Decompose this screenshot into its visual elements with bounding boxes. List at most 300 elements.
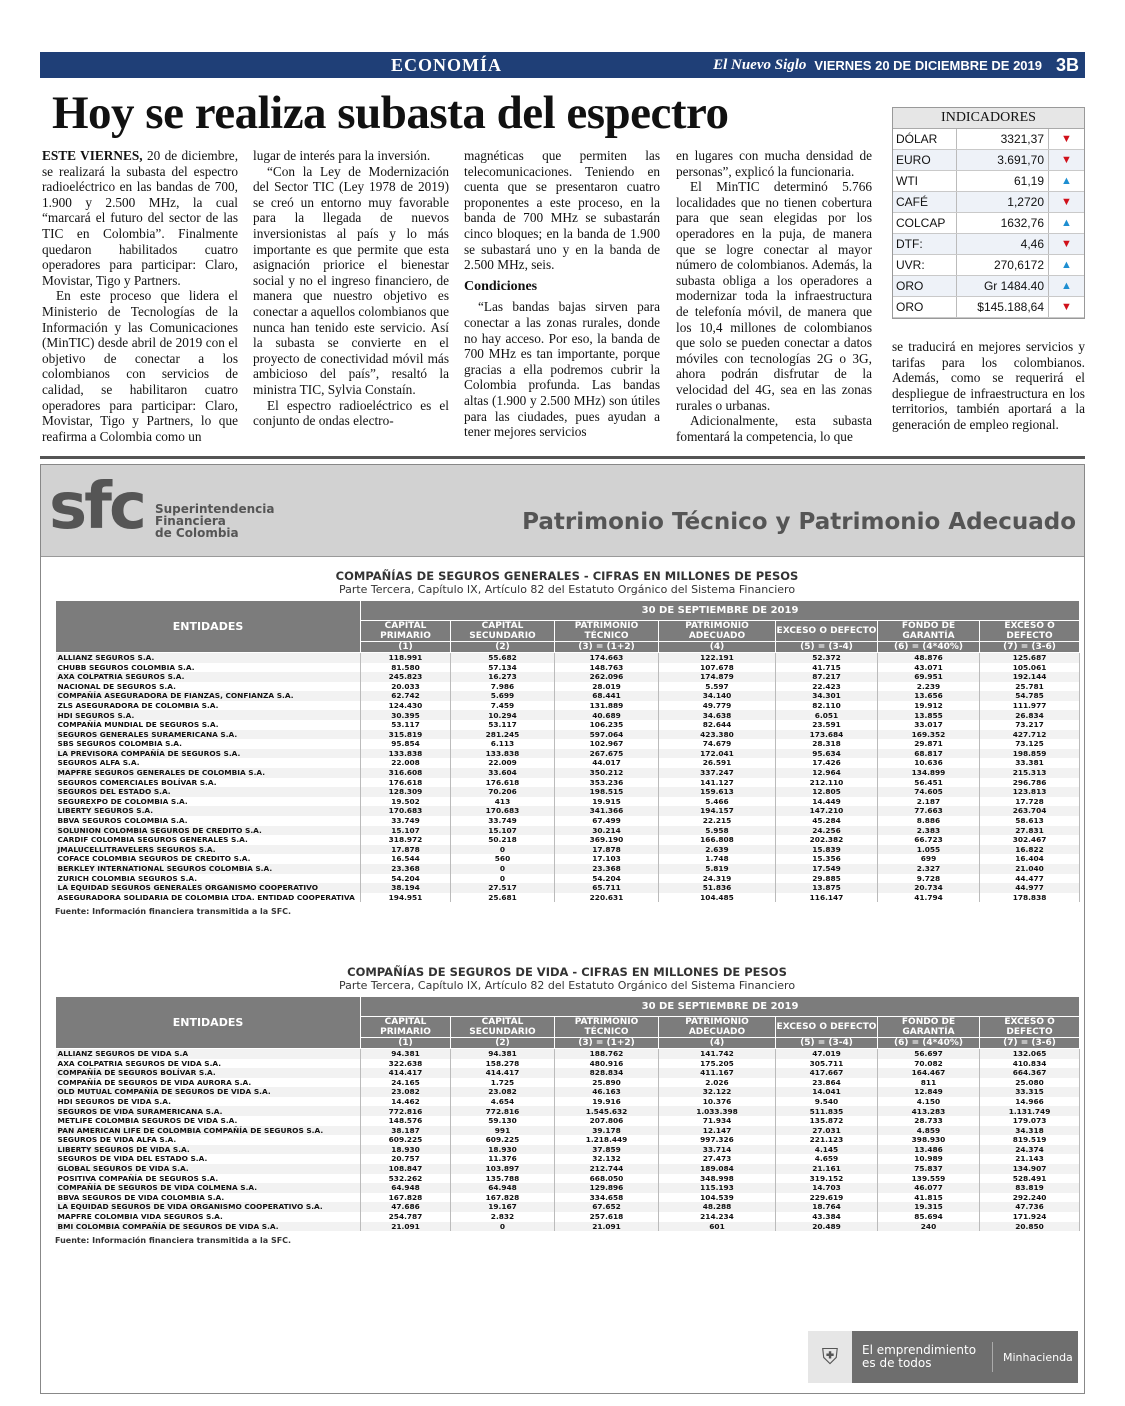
indicator-row <box>893 129 1084 150</box>
cell-value: 1.131.749 <box>980 1106 1080 1116</box>
arrow-down-icon: ▼ <box>1061 133 1072 145</box>
column-formula: (2) <box>451 1038 555 1049</box>
cell-value: 427.712 <box>980 730 1080 740</box>
cell-value: 9.540 <box>776 1097 878 1107</box>
page-number: 3B <box>1055 54 1079 75</box>
cell-value: 263.704 <box>980 806 1080 816</box>
cell-value: 12.805 <box>776 787 878 797</box>
entity-name: COMPAÑÍA DE SEGUROS BOLÍVAR S.A. <box>56 1068 361 1078</box>
cell-value: 53.117 <box>361 720 451 730</box>
cell-value: 423.380 <box>659 730 776 740</box>
cell-value: 819.519 <box>980 1135 1080 1145</box>
cell-value: 13.656 <box>878 691 980 701</box>
cell-value: 179.073 <box>980 1116 1080 1126</box>
cell-value: 5.597 <box>659 682 776 692</box>
sfc-logo: sfc <box>49 470 144 544</box>
table-row <box>56 864 1080 874</box>
cell-value: 67.499 <box>555 816 659 826</box>
table-row <box>56 1154 1080 1164</box>
arrow-down-icon: ▼ <box>1061 196 1072 208</box>
cell-value: 167.828 <box>361 1193 451 1203</box>
cell-value: 414.417 <box>361 1068 451 1078</box>
cell-value: 33.315 <box>980 1087 1080 1097</box>
cell-value: 4.659 <box>776 1154 878 1164</box>
cell-value: 296.786 <box>980 778 1080 788</box>
cell-value: 13.486 <box>878 1145 980 1155</box>
entity-name: MAPFRE SEGUROS GENERALES DE COLOMBIA S.A. <box>56 768 361 778</box>
entity-name: LA PREVISORA COMPAÑÍA DE SEGUROS S.A. <box>56 749 361 759</box>
table-row <box>56 739 1080 749</box>
cell-value: 106.235 <box>555 720 659 730</box>
table-row <box>56 797 1080 807</box>
cell-value: 24.319 <box>659 874 776 884</box>
cell-value: 334.658 <box>555 1193 659 1203</box>
cell-value: 369.190 <box>555 835 659 845</box>
cell-value: 21.143 <box>980 1154 1080 1164</box>
cell-value: 2.639 <box>659 845 776 855</box>
cell-value: 281.245 <box>451 730 555 740</box>
paragraph: El espectro radioeléctrico es el conjunto de ondas electro- <box>253 397 449 429</box>
cell-value: 212.110 <box>776 778 878 788</box>
cell-value: 353.236 <box>555 778 659 788</box>
cell-value: 24.256 <box>776 826 878 836</box>
table-row <box>56 893 1080 903</box>
cell-value: 20.850 <box>980 1222 1080 1232</box>
cell-value: 302.467 <box>980 835 1080 845</box>
cell-value: 141.742 <box>659 1049 776 1059</box>
arrow-down-icon: ▼ <box>1061 301 1072 313</box>
column-header: CAPITAL PRIMARIO <box>361 1017 451 1038</box>
table-row <box>56 1049 1080 1059</box>
table-row <box>56 883 1080 893</box>
cell-value: 20.489 <box>776 1222 878 1232</box>
cell-value: 221.123 <box>776 1135 878 1145</box>
cell-value: 19.315 <box>878 1202 980 1212</box>
table-row <box>56 1145 1080 1155</box>
indicator-value: 3.691,70 <box>957 150 1049 170</box>
indicator-row <box>893 255 1084 276</box>
table-row <box>56 1097 1080 1107</box>
column-header: CAPITAL SECUNDARIO <box>451 621 555 642</box>
entity-name: COMPAÑÍA MUNDIAL DE SEGUROS S.A. <box>56 720 361 730</box>
cell-value: 15.839 <box>776 845 878 855</box>
cell-value: 0 <box>451 845 555 855</box>
cell-value: 411.167 <box>659 1068 776 1078</box>
cell-value: 87.217 <box>776 672 878 682</box>
entity-name: AXA COLPATRIA SEGUROS S.A. <box>56 672 361 682</box>
indicator-value: 1,2720 <box>957 192 1049 212</box>
cell-value: 413 <box>451 797 555 807</box>
column-formula: (5) = (3-4) <box>776 642 878 653</box>
entity-name: BERKLEY INTERNATIONAL SEGUROS COLOMBIA S.A. <box>56 864 361 874</box>
table-date: 30 DE SEPTIEMBRE DE 2019 <box>361 601 1080 621</box>
indicator-value: 1632,76 <box>957 213 1049 233</box>
cell-value: 24.374 <box>980 1145 1080 1155</box>
entity-name: LIBERTY SEGUROS S.A. <box>56 806 361 816</box>
indicator-name: UVR: <box>893 255 957 275</box>
cell-value: 29.885 <box>776 874 878 884</box>
column-header-entidades: ENTIDADES <box>56 601 361 653</box>
cell-value: 2.327 <box>878 864 980 874</box>
org-name-line: de Colombia <box>155 526 239 540</box>
table-block-vida <box>55 965 1079 1245</box>
cell-value: 341.366 <box>555 806 659 816</box>
entity-name: SEGUROS DE VIDA ALFA S.A. <box>56 1135 361 1145</box>
cell-value: 40.689 <box>555 710 659 720</box>
cell-value: 22.423 <box>776 682 878 692</box>
cell-value: 94.381 <box>451 1049 555 1059</box>
cell-value: 17.426 <box>776 758 878 768</box>
cell-value: 664.367 <box>980 1068 1080 1078</box>
cell-value: 27.473 <box>659 1154 776 1164</box>
entity-name: ALLIANZ SEGUROS S.A. <box>56 653 361 663</box>
table-row <box>56 787 1080 797</box>
indicator-value: $145.188,64 <box>957 297 1049 317</box>
column-header: CAPITAL SECUNDARIO <box>451 1017 555 1038</box>
cell-value: 5.466 <box>659 797 776 807</box>
cell-value: 21.091 <box>361 1222 451 1232</box>
indicators-box <box>892 107 1085 319</box>
table-row <box>56 710 1080 720</box>
table-row <box>56 1106 1080 1116</box>
cell-value: 220.631 <box>555 893 659 903</box>
table-row <box>56 806 1080 816</box>
cell-value: 21.161 <box>776 1164 878 1174</box>
cell-value: 532.262 <box>361 1174 451 1184</box>
article-column-2 <box>253 148 449 429</box>
indicator-value: Gr 1484.40 <box>957 276 1049 296</box>
cell-value: 104.485 <box>659 893 776 903</box>
cell-value: 215.313 <box>980 768 1080 778</box>
entity-name: NACIONAL DE SEGUROS S.A. <box>56 682 361 692</box>
section-header-bar <box>40 52 1085 78</box>
cell-value: 148.763 <box>555 663 659 673</box>
cell-value: 133.838 <box>361 749 451 759</box>
cell-value: 169.352 <box>878 730 980 740</box>
newspaper-page <box>40 52 1085 1370</box>
cell-value: 16.544 <box>361 854 451 864</box>
indicator-name: COLCAP <box>893 213 957 233</box>
cell-value: 135.872 <box>776 1116 878 1126</box>
arrow-up-icon: ▲ <box>1061 280 1072 292</box>
cell-value: 48.876 <box>878 653 980 663</box>
entity-name: JMALUCELLITRAVELERS SEGUROS S.A. <box>56 845 361 855</box>
cell-value: 33.749 <box>361 816 451 826</box>
cell-value: 23.082 <box>451 1087 555 1097</box>
table-row <box>56 730 1080 740</box>
indicator-row <box>893 234 1084 255</box>
cell-value: 141.127 <box>659 778 776 788</box>
cell-value: 25.080 <box>980 1078 1080 1088</box>
cell-value: 38.187 <box>361 1126 451 1136</box>
indicator-row <box>893 150 1084 171</box>
cell-value: 148.576 <box>361 1116 451 1126</box>
table-row <box>56 854 1080 864</box>
cell-value: 601 <box>659 1222 776 1232</box>
ad-title: Patrimonio Técnico y Patrimonio Adecuado <box>522 509 1076 535</box>
cell-value: 118.991 <box>361 653 451 663</box>
arrow-down-icon: ▼ <box>1061 154 1072 166</box>
cell-value: 176.618 <box>361 778 451 788</box>
cell-value: 172.041 <box>659 749 776 759</box>
cell-value: 134.899 <box>878 768 980 778</box>
cell-value: 13.875 <box>776 883 878 893</box>
indicator-name: WTI <box>893 171 957 191</box>
cell-value: 176.618 <box>451 778 555 788</box>
cell-value: 262.096 <box>555 672 659 682</box>
cell-value: 29.871 <box>878 739 980 749</box>
paragraph <box>42 148 238 288</box>
cell-value: 52.372 <box>776 653 878 663</box>
column-header: PATRIMONIO TÉCNICO <box>555 621 659 642</box>
table-row <box>56 691 1080 701</box>
cell-value: 21.040 <box>980 864 1080 874</box>
cell-value: 245.823 <box>361 672 451 682</box>
cell-value: 122.191 <box>659 653 776 663</box>
entity-name: ALLIANZ SEGUROS DE VIDA S.A <box>56 1049 361 1059</box>
cell-value: 1.545.632 <box>555 1106 659 1116</box>
data-table <box>55 600 1080 902</box>
cell-value: 64.948 <box>361 1183 451 1193</box>
cell-value: 528.491 <box>980 1174 1080 1184</box>
issue-date: VIERNES 20 DE DICIEMBRE DE 2019 <box>814 57 1042 73</box>
cell-value: 131.889 <box>555 701 659 711</box>
table-row <box>56 1126 1080 1136</box>
cell-value: 5.699 <box>451 691 555 701</box>
column-formula: (1) <box>361 642 451 653</box>
cell-value: 20.033 <box>361 682 451 692</box>
cell-value: 174.879 <box>659 672 776 682</box>
indicators-title: INDICADORES <box>893 108 1084 129</box>
cell-value: 24.165 <box>361 1078 451 1088</box>
entity-name: GLOBAL SEGUROS DE VIDA S.A. <box>56 1164 361 1174</box>
cell-value: 0 <box>451 874 555 884</box>
cell-value: 480.916 <box>555 1059 659 1069</box>
table-row <box>56 653 1080 663</box>
cell-value: 811 <box>878 1078 980 1088</box>
cell-value: 12.147 <box>659 1126 776 1136</box>
entity-name: COFACE COLOMBIA SEGUROS DE CREDITO S.A. <box>56 854 361 864</box>
cell-value: 699 <box>878 854 980 864</box>
cell-value: 46.163 <box>555 1087 659 1097</box>
cell-value: 57.134 <box>451 663 555 673</box>
cell-value: 22.215 <box>659 816 776 826</box>
cell-value: 124.430 <box>361 701 451 711</box>
cell-value: 102.967 <box>555 739 659 749</box>
cell-value: 85.694 <box>878 1212 980 1222</box>
cell-value: 34.638 <box>659 710 776 720</box>
cell-value: 50.218 <box>451 835 555 845</box>
cell-value: 198.859 <box>980 749 1080 759</box>
cell-value: 16.404 <box>980 854 1080 864</box>
cell-value: 14.703 <box>776 1183 878 1193</box>
cell-value: 27.031 <box>776 1126 878 1136</box>
cell-value: 26.591 <box>659 758 776 768</box>
cell-value: 1.725 <box>451 1078 555 1088</box>
entity-name: ASEGURADORA SOLIDARIA DE COLOMBIA LTDA. ENTIDAD COOPERATIVA <box>56 893 361 903</box>
entity-name: HDI SEGUROS DE VIDA S.A. <box>56 1097 361 1107</box>
cell-value: 166.808 <box>659 835 776 845</box>
cell-value: 28.733 <box>878 1116 980 1126</box>
subheading: Condiciones <box>464 278 538 294</box>
cell-value: 115.193 <box>659 1183 776 1193</box>
cell-value: 68.441 <box>555 691 659 701</box>
cell-value: 26.834 <box>980 710 1080 720</box>
cell-value: 25.781 <box>980 682 1080 692</box>
cell-value: 105.061 <box>980 663 1080 673</box>
government-banner <box>808 1331 1078 1383</box>
cell-value: 23.368 <box>361 864 451 874</box>
cell-value: 55.682 <box>451 653 555 663</box>
cell-value: 54.204 <box>555 874 659 884</box>
indicator-row <box>893 171 1084 192</box>
arrow-up-icon: ▲ <box>1061 259 1072 271</box>
cell-value: 18.764 <box>776 1202 878 1212</box>
cell-value: 4.859 <box>878 1126 980 1136</box>
cell-value: 82.110 <box>776 701 878 711</box>
cell-value: 83.819 <box>980 1183 1080 1193</box>
cell-value: 772.816 <box>451 1106 555 1116</box>
cell-value: 82.644 <box>659 720 776 730</box>
cell-value: 41.715 <box>776 663 878 673</box>
cell-value: 10.376 <box>659 1097 776 1107</box>
org-name-line: Financiera <box>155 514 226 528</box>
cell-value: 16.822 <box>980 845 1080 855</box>
entity-name: BMI COLOMBIA COMPAÑÍA DE SEGUROS DE VIDA S.A. <box>56 1222 361 1232</box>
cell-value: 111.977 <box>980 701 1080 711</box>
entity-name: BBVA SEGUROS COLOMBIA S.A. <box>56 816 361 826</box>
cell-value: 410.834 <box>980 1059 1080 1069</box>
arrow-up-icon: ▲ <box>1061 217 1072 229</box>
entity-name: SEGUROS GENERALES SURAMERICANA S.A. <box>56 730 361 740</box>
cell-value: 8.886 <box>878 816 980 826</box>
cell-value: 254.787 <box>361 1212 451 1222</box>
cell-value: 104.539 <box>659 1193 776 1203</box>
cell-value: 14.449 <box>776 797 878 807</box>
column-formula: (4) <box>659 1038 776 1049</box>
column-formula: (6) = (4*40%) <box>878 642 980 653</box>
cell-value: 13.855 <box>878 710 980 720</box>
column-header: FONDO DE GARANTÍA <box>878 621 980 642</box>
table-row <box>56 1087 1080 1097</box>
cell-value: 0 <box>451 1222 555 1232</box>
ministry-name: Minhacienda <box>992 1342 1073 1372</box>
cell-value: 69.951 <box>878 672 980 682</box>
entity-name: BBVA SEGUROS DE VIDA COLOMBIA S.A. <box>56 1193 361 1203</box>
cell-value: 56.697 <box>878 1049 980 1059</box>
cell-value: 70.206 <box>451 787 555 797</box>
cell-value: 350.212 <box>555 768 659 778</box>
cell-value: 33.381 <box>980 758 1080 768</box>
cell-value: 9.728 <box>878 874 980 884</box>
cell-value: 46.077 <box>878 1183 980 1193</box>
cell-value: 125.687 <box>980 653 1080 663</box>
cell-value: 164.467 <box>878 1068 980 1078</box>
table-row <box>56 1164 1080 1174</box>
cell-value: 398.930 <box>878 1135 980 1145</box>
cell-value: 597.064 <box>555 730 659 740</box>
cell-value: 20.734 <box>878 883 980 893</box>
cell-value: 2.832 <box>451 1212 555 1222</box>
column-header: EXCESO O DEFECTO <box>980 621 1080 642</box>
table-row <box>56 1193 1080 1203</box>
cell-value: 4.150 <box>878 1097 980 1107</box>
cell-value: 116.147 <box>776 893 878 903</box>
cell-value: 14.041 <box>776 1087 878 1097</box>
column-header: PATRIMONIO TÉCNICO <box>555 1017 659 1038</box>
entity-name: SEGUREXPO DE COLOMBIA S.A. <box>56 797 361 807</box>
cell-value: 189.084 <box>659 1164 776 1174</box>
cell-value: 139.559 <box>878 1174 980 1184</box>
cell-value: 12.964 <box>776 768 878 778</box>
cell-value: 54.204 <box>361 874 451 884</box>
table-row <box>56 874 1080 884</box>
cell-value: 14.966 <box>980 1097 1080 1107</box>
cell-value: 174.663 <box>555 653 659 663</box>
cell-value: 128.309 <box>361 787 451 797</box>
cell-value: 30.395 <box>361 710 451 720</box>
cell-value: 65.711 <box>555 883 659 893</box>
cell-value: 33.714 <box>659 1145 776 1155</box>
indicator-row <box>893 213 1084 234</box>
table-row <box>56 682 1080 692</box>
cell-value: 44.017 <box>555 758 659 768</box>
cell-value: 58.613 <box>980 816 1080 826</box>
headline: Hoy se realiza subasta del espectro <box>52 87 729 139</box>
cell-value: 11.376 <box>451 1154 555 1164</box>
cell-value: 772.816 <box>361 1106 451 1116</box>
table-row <box>56 672 1080 682</box>
cell-value: 194.157 <box>659 806 776 816</box>
arrow-down-icon: ▼ <box>1061 238 1072 250</box>
cell-value: 170.683 <box>361 806 451 816</box>
column-formula: (7) = (3-6) <box>980 1038 1080 1049</box>
table-row <box>56 1174 1080 1184</box>
cell-value: 214.234 <box>659 1212 776 1222</box>
table-row <box>56 1135 1080 1145</box>
column-formula: (1) <box>361 1038 451 1049</box>
entity-name: COMPAÑÍA DE SEGUROS DE VIDA AURORA S.A. <box>56 1078 361 1088</box>
cell-value: 207.806 <box>555 1116 659 1126</box>
table-source: Fuente: Información financiera transmitida a la SFC. <box>55 1236 292 1246</box>
cell-value: 71.934 <box>659 1116 776 1126</box>
cell-value: 2.239 <box>878 682 980 692</box>
indicator-row <box>893 276 1084 297</box>
cell-value: 33.604 <box>451 768 555 778</box>
cell-value: 103.897 <box>451 1164 555 1174</box>
arrow-up-icon: ▲ <box>1061 175 1072 187</box>
cell-value: 15.107 <box>451 826 555 836</box>
cell-value: 23.864 <box>776 1078 878 1088</box>
table-subtitle: Parte Tercera, Capítulo IX, Artículo 82 del Estatuto Orgánico del Sistema Financiero <box>338 979 796 992</box>
cell-value: 2.383 <box>878 826 980 836</box>
cell-value: 75.837 <box>878 1164 980 1174</box>
table-row <box>56 1222 1080 1232</box>
column-formula: (5) = (3-4) <box>776 1038 878 1049</box>
cell-value: 133.838 <box>451 749 555 759</box>
cell-value: 23.368 <box>555 864 659 874</box>
cell-value: 132.065 <box>980 1049 1080 1059</box>
cell-value: 64.948 <box>451 1183 555 1193</box>
slogan: El emprendimiento es de todos <box>862 1343 977 1370</box>
cell-value: 134.907 <box>980 1164 1080 1174</box>
cell-value: 10.989 <box>878 1154 980 1164</box>
cell-value: 27.517 <box>451 883 555 893</box>
cell-value: 66.723 <box>878 835 980 845</box>
cell-value: 212.744 <box>555 1164 659 1174</box>
cell-value: 991 <box>451 1126 555 1136</box>
article-column-1 <box>42 148 238 444</box>
